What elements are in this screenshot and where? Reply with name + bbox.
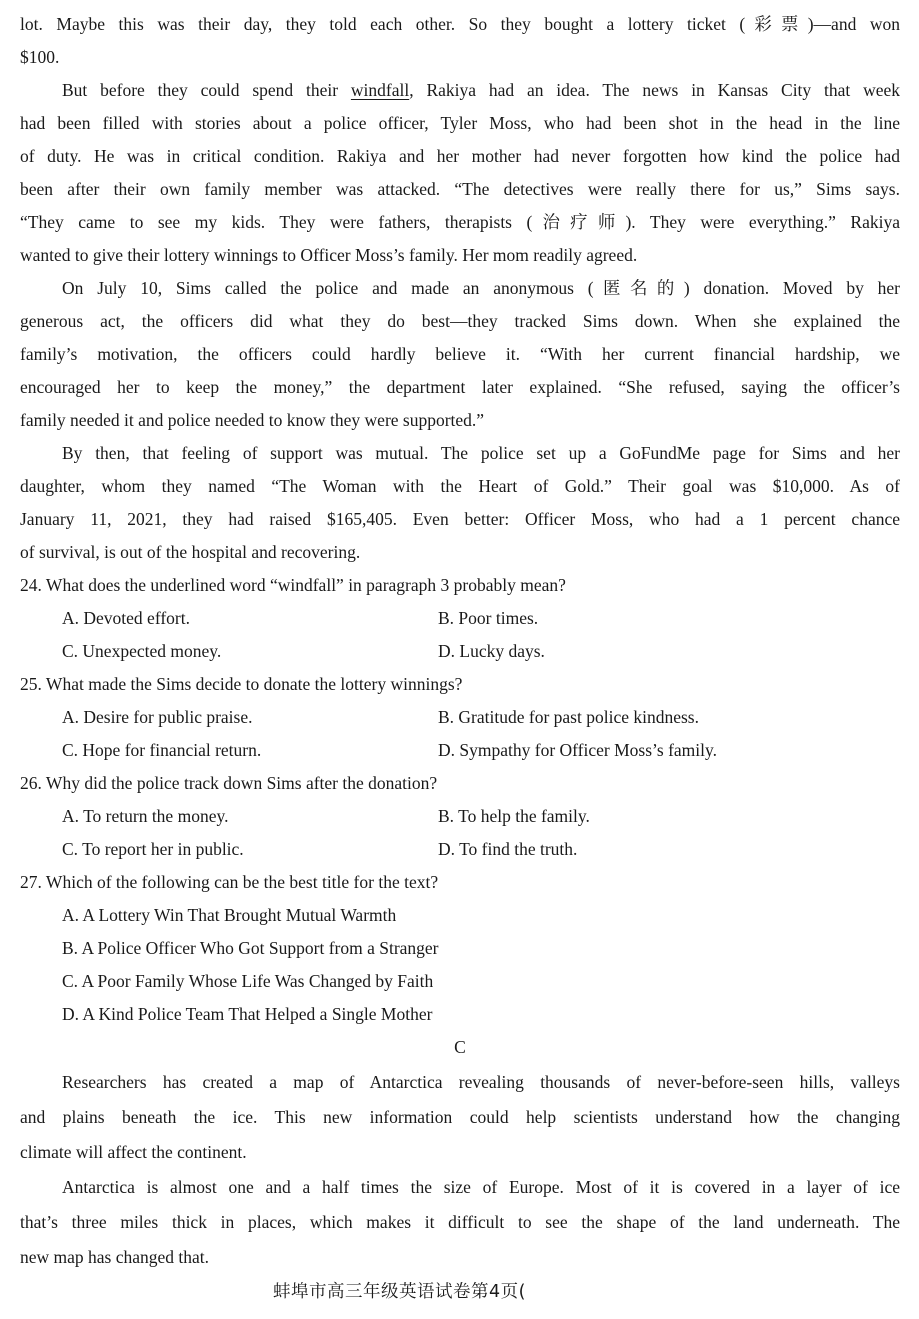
paragraph-line: lot. Maybe this was their day, they told each other. So they bought a lottery ticket (彩票)—and won (20, 14, 900, 34)
paragraph-line: that’s three miles thick in places, which makes it difficult to see the shape of the land underneath. The (20, 1212, 900, 1232)
option-d: D. Sympathy for Officer Moss’s family. (438, 740, 717, 760)
question-stem: 26. Why did the police track down Sims after the donation? (20, 773, 438, 793)
paragraph-line: generous act, the officers did what they do best—they tracked Sims down. When she explained the (20, 311, 900, 331)
option-c: C. Unexpected money. (62, 641, 222, 661)
option-row (20, 932, 900, 965)
option-a: A. Devoted effort. (62, 608, 190, 628)
option-d: D. Lucky days. (438, 641, 545, 661)
paragraph-line: daughter, whom they named “The Woman with the Heart of Gold.” Their goal was $10,000. As of (20, 476, 900, 496)
paragraph-line: and plains beneath the ice. This new information could help scientists understand how the changing (20, 1107, 900, 1127)
paragraph-line: On July 10, Sims called the police and made an anonymous (匿名的) donation. Moved by her (62, 278, 900, 298)
option-row (20, 998, 900, 1031)
question-stem: 27. Which of the following can be the best title for the text? (20, 872, 439, 892)
text-span: , Rakiya had an idea. The news in Kansas City that week (409, 80, 900, 100)
paragraph-line: of duty. He was in critical condition. Rakiya and her mother had never forgotten how kind the police had (20, 146, 900, 166)
option-b: B. A Police Officer Who Got Support from a Stranger (62, 938, 439, 958)
page-footer (0, 1277, 919, 1307)
option-row (20, 899, 900, 932)
section-heading: C (454, 1037, 466, 1057)
option-row (20, 734, 900, 767)
footer-text: 蚌埠市高三年级英语试卷第4页( (273, 1282, 526, 1302)
paragraph-line: climate will affect the continent. (20, 1142, 247, 1162)
paragraph-line (20, 74, 900, 107)
option-row (20, 833, 900, 866)
question-stem: 24. What does the underlined word “windfall” in paragraph 3 probably mean? (20, 575, 566, 595)
option-a: A. Desire for public praise. (62, 707, 253, 727)
option-c: C. Hope for financial return. (62, 740, 262, 760)
option-row (20, 965, 900, 998)
option-c: C. To report her in public. (62, 839, 244, 859)
paragraph-line: Antarctica is almost one and a half times the size of Europe. Most of it is covered in a layer of ice (62, 1177, 900, 1197)
option-row (20, 800, 900, 833)
paragraph-line: Researchers has created a map of Antarctica revealing thousands of never-before-seen hills, valleys (62, 1072, 900, 1092)
option-c: C. A Poor Family Whose Life Was Changed by Faith (62, 971, 434, 991)
paragraph-line: had been filled with stories about a police officer, Tyler Moss, who had been shot in the head in the line (20, 113, 900, 133)
question-stem: 25. What made the Sims decide to donate the lottery winnings? (20, 674, 463, 694)
option-row (20, 635, 900, 668)
text-span: But before they could spend their (62, 80, 351, 100)
option-a: A. A Lottery Win That Brought Mutual Warmth (62, 905, 397, 925)
exam-page (20, 8, 900, 1274)
paragraph-line: family needed it and police needed to know they were supported.” (20, 410, 485, 430)
paragraph-line: $100. (20, 47, 60, 67)
paragraph-line: family’s motivation, the officers could hardly believe it. “With her current financial hardship, we (20, 344, 900, 364)
option-b: B. Poor times. (438, 608, 539, 628)
paragraph-line: encouraged her to keep the money,” the department later explained. “She refused, saying the officer’s (20, 377, 900, 397)
option-d: D. To find the truth. (438, 839, 578, 859)
paragraph-line: been after their own family member was attacked. “The detectives were really there for us,” Sims says. (20, 179, 900, 199)
option-a: A. To return the money. (62, 806, 229, 826)
paragraph-line: of survival, is out of the hospital and recovering. (20, 542, 361, 562)
paragraph-line: new map has changed that. (20, 1247, 210, 1267)
option-d: D. A Kind Police Team That Helped a Single Mother (62, 1004, 433, 1024)
underlined-word: windfall (350, 80, 410, 100)
paragraph-line: January 11, 2021, they had raised $165,405. Even better: Officer Moss, who had a 1 percent chance (20, 509, 900, 529)
paragraph-line: By then, that feeling of support was mutual. The police set up a GoFundMe page for Sims and her (62, 443, 900, 463)
paragraph-line: wanted to give their lottery winnings to Officer Moss’s family. Her mom readily agreed. (20, 245, 638, 265)
option-row (20, 701, 900, 734)
option-row (20, 602, 900, 635)
paragraph-line: “They came to see my kids. They were fathers, therapists (治疗师). They were everything.” Rakiya (20, 212, 900, 232)
option-b: B. To help the family. (438, 806, 590, 826)
option-b: B. Gratitude for past police kindness. (438, 707, 699, 727)
